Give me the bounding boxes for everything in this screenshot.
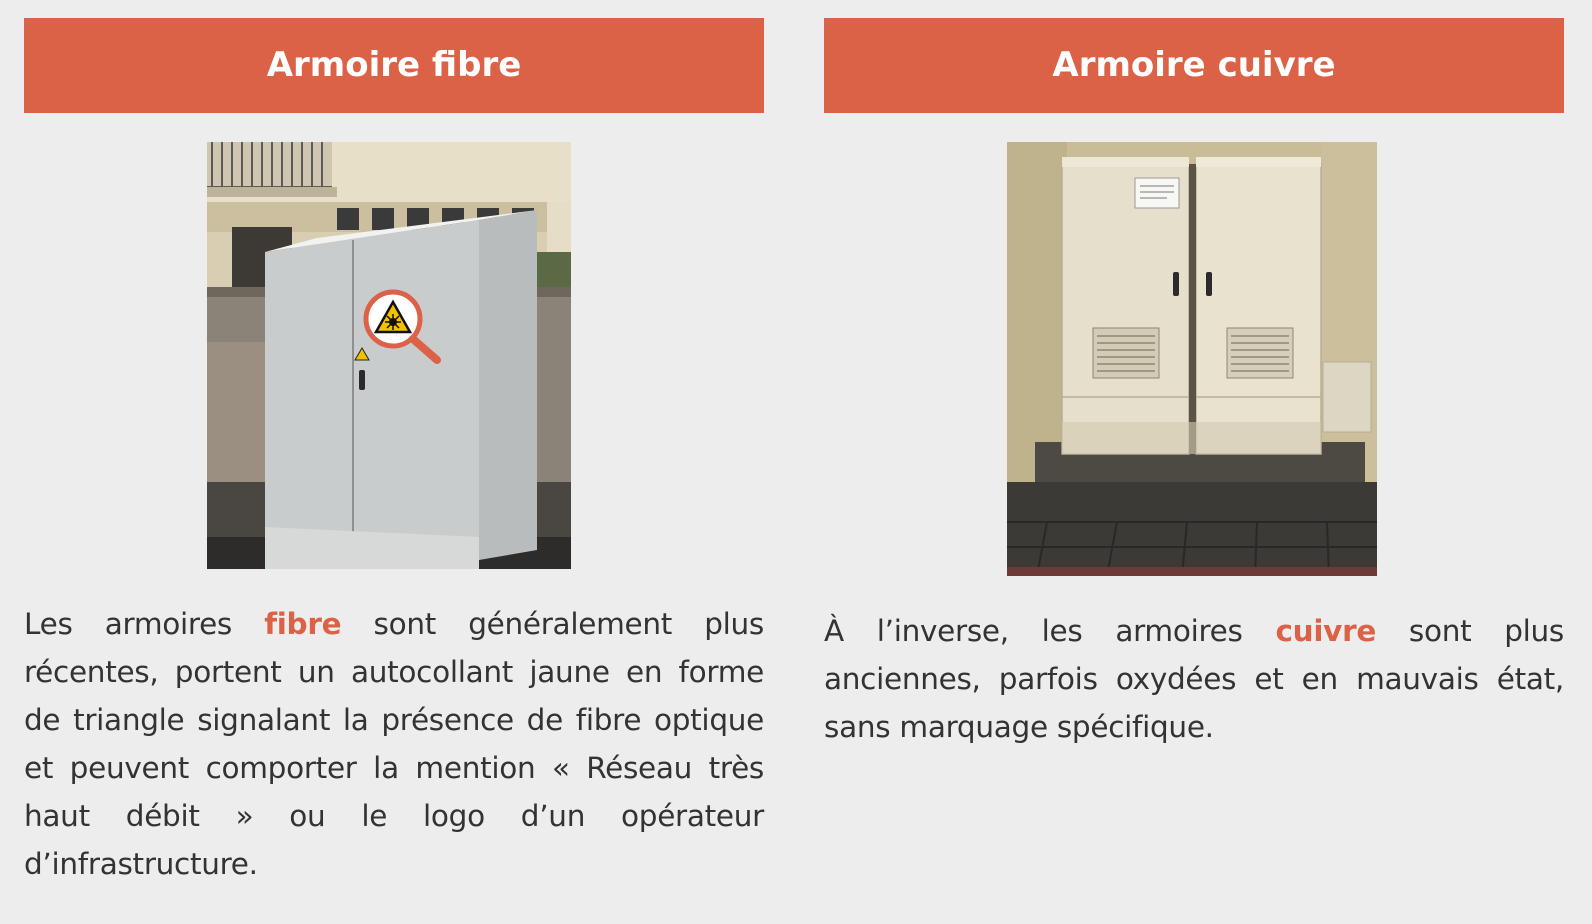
copper-cabinet-description [824,607,1564,751]
copper-cabinet-column [824,18,1564,744]
fiber-cabinet-description [24,600,764,888]
fiber-highlight: fibre [264,607,342,641]
fiber-cabinet-header: Armoire fibre [24,18,764,113]
copper-text-after: sont plus anciennes, parfois oxydées et en mauvais état, sans marquage spécifique. [824,614,1564,744]
copper-text-before: À l’inverse, les armoires [824,614,1276,648]
fiber-cabinet-column [24,18,764,881]
copper-highlight: cuivre [1275,614,1377,648]
copper-cabinet-photo [1007,142,1377,576]
fiber-cabinet-photo [207,142,571,569]
fiber-text-before: Les armoires [24,607,265,641]
fiber-text-after: sont généralement plus récentes, portent un autocollant jaune en forme de triangle signalant la présence de fibre optique et peuvent comporter la mention « Réseau très haut débit » ou le logo d’un opérateur d’infrastructure. [24,607,764,881]
copper-cabinet-header: Armoire cuivre [824,18,1564,113]
